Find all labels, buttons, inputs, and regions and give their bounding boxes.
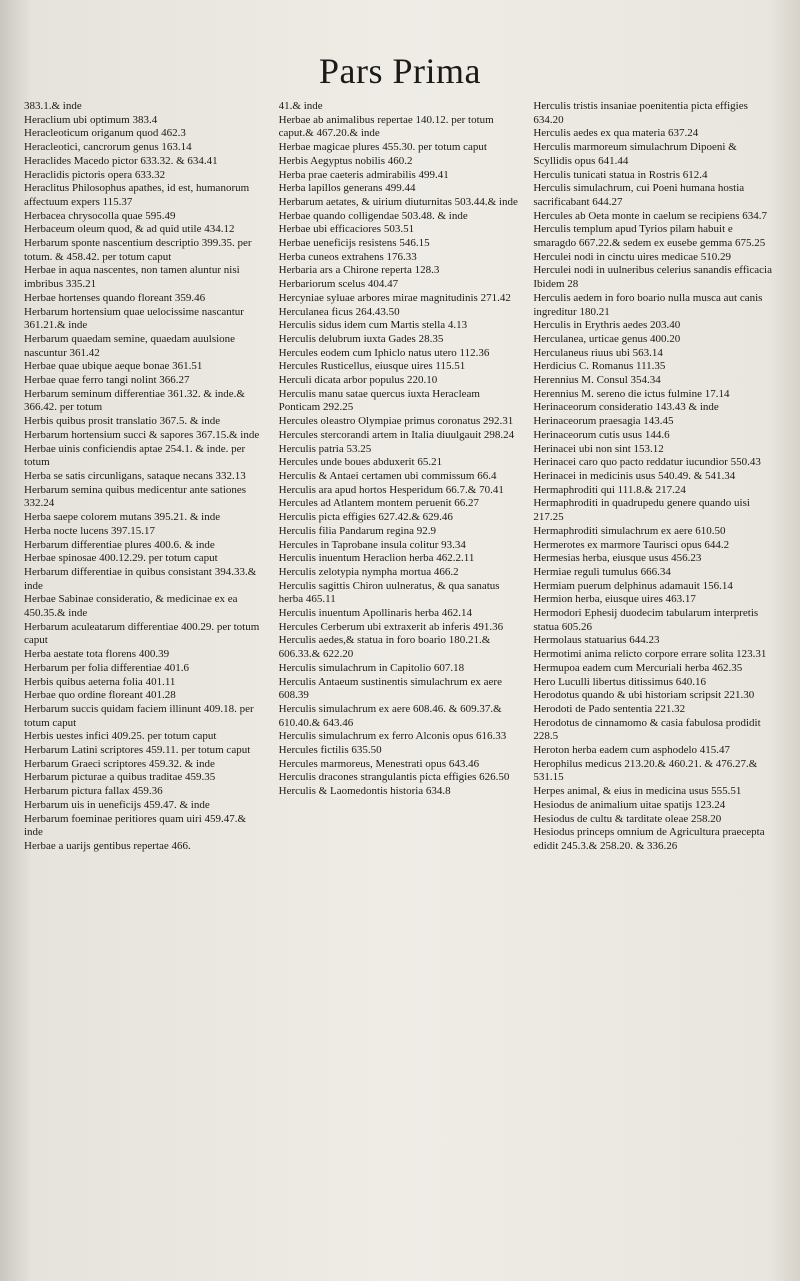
index-entry: Herculis aedes,& statua in foro boario 180.21.& 606.33.& 622.20 <box>278 634 491 661</box>
index-entry: Hermolaus statuarius 644.23 <box>533 634 660 647</box>
index-entry: Hermupoa eadem cum Mercuriali herba 462.35 <box>533 661 743 674</box>
index-entry: Herbarum foeminae peritiores quam uiri 459.47.& inde <box>24 812 247 839</box>
index-entry: Herdicius C. Romanus 111.35 <box>533 360 666 373</box>
index-entry: Herbarum differentiae in quibus consistant 394.33.& inde <box>24 565 257 592</box>
index-entry: Herculis aedes ex qua materia 637.24 <box>533 127 699 140</box>
index-entry: Herinacei caro quo pacto reddatur iucundior 550.43 <box>533 456 761 469</box>
index-entry: Hesiodus de cultu & tarditate oleae 258.20 <box>533 812 722 825</box>
index-entry: Hermiae reguli tumulus 666.34 <box>533 565 671 578</box>
index-entry: Hermesias herba, eiusque usus 456.23 <box>533 552 702 565</box>
index-entry: Herba se satis circunligans, sataque necans 332.13 <box>24 469 246 482</box>
index-columns <box>24 100 776 1270</box>
index-entry: Hercules oleastro Olympiae primus coronatus 292.31 <box>278 415 514 428</box>
index-entry: 383.1.& inde <box>24 100 82 112</box>
index-entry: Herculis & Laomedontis historia 634.8 <box>278 785 451 798</box>
index-entry: Herbarum Latini scriptores 459.11. per totum caput <box>24 744 251 757</box>
index-entry: Herba cuneos extrahens 176.33 <box>278 250 417 263</box>
index-entry: Herculei nodi in cinctu uires medicae 510.29 <box>533 250 731 263</box>
index-entry: Herodoti de Pado sententia 221.32 <box>533 702 686 715</box>
index-entry: Herculis inuentum Apollinaris herba 462.14 <box>278 607 473 620</box>
index-entry: Herbarum seminum differentiae 361.32. & inde.& 366.42. per totum <box>24 387 245 414</box>
index-entry: Hermion herba, eiusque uires 463.17 <box>533 593 696 606</box>
index-entry: Herbae hortenses quando floreant 359.46 <box>24 291 206 304</box>
index-entry: Herbaria ars a Chirone reperta 128.3 <box>278 264 440 277</box>
index-entry: Herennius M. Consul 354.34 <box>533 374 661 387</box>
index-entry: Herbae ab animalibus repertae 140.12. per totum caput.& 467.20.& inde <box>278 113 494 140</box>
index-entry: Herbarum aetates, & uirium diuturnitas 503.44.& inde <box>278 195 518 208</box>
index-entry: Hercules ad Atlantem montem peruenit 66.27 <box>278 497 480 510</box>
index-entry: Herculis & Antaei certamen ubi commissum 66.4 <box>278 469 497 482</box>
index-entry: Herbae spinosae 400.12.29. per totum caput <box>24 552 218 565</box>
index-entry: Hercules unde boues abduxerit 65.21 <box>278 456 443 469</box>
index-entry: Hermaphroditi qui 111.8.& 217.24 <box>533 483 686 496</box>
index-entry: Herbarum hortensium quae uelocissime nascantur 361.21.& inde <box>24 305 244 332</box>
index-entry: Herbarum succis quidam faciem illinunt 409.18. per totum caput <box>24 702 254 729</box>
index-entry: Herba lapillos generans 499.44 <box>278 182 416 195</box>
index-entry: Herculis simulachrum, cui Poeni humana hostia sacrificabant 644.27 <box>533 182 745 208</box>
index-entry: Herculis simulachrum ex aere 608.46. & 609.37.& 610.40.& 643.46 <box>278 702 502 729</box>
index-entry: Hercules Cerberum ubi extraxerit ab inferis 491.36 <box>278 620 504 633</box>
index-entry: Herbae magicae plures 455.30. per totum caput <box>278 141 487 154</box>
index-entry: Herbae ueneficijs resistens 546.15 <box>278 237 430 250</box>
index-entry: Herculis tristis insaniae poenitentia picta effigies 634.20 <box>533 100 748 126</box>
index-entry: Herculis delubrum iuxta Gades 28.35 <box>278 332 444 345</box>
index-entry: Herculis picta effigies 627.42.& 629.46 <box>278 511 453 524</box>
index-entry: Herculanea, urticae genus 400.20 <box>533 332 681 345</box>
index-entry: Hermiam puerum delphinus adamauit 156.14 <box>533 579 733 592</box>
index-entry: Hercyniae syluae arbores mirae magnitudinis 271.42 <box>278 291 511 304</box>
index-entry: Herculis inuentum Heraclion herba 462.2.11 <box>278 552 475 565</box>
index-entry: Herpes animal, & eius in medicina usus 555.51 <box>533 785 742 798</box>
index-entry: Herculis simulachrum ex ferro Alconis opus 616.33 <box>278 730 507 743</box>
index-entry: 41.& inde <box>278 100 323 112</box>
index-entry: Herbarum per folia differentiae 401.6 <box>24 661 190 674</box>
index-entry: Hercules in Taprobane insula colitur 93.34 <box>278 538 466 551</box>
index-entry: Herculis templum apud Tyrios pilam habuit e smaragdo 667.22.& sedem ex eusebe gemma 675.25 <box>533 223 766 250</box>
index-entry: Hercules Rusticellus, eiusque uires 115.51 <box>278 360 466 373</box>
index-entry: Herbarum differentiae plures 400.6. & inde <box>24 538 215 551</box>
index-entry: Herbarum quaedam semine, quaedam auulsione nascuntur 361.42 <box>24 332 236 359</box>
index-entry: Herculaneus riuus ubi 563.14 <box>533 346 663 359</box>
index-entry: Herba aestate tota florens 400.39 <box>24 648 170 661</box>
index-entry: Herbarum sponte nascentium descriptio 399.35. per totum. & 458.42. per totum caput <box>24 237 252 263</box>
index-entry: Hesiodus princeps omnium de Agricultura praecepta edidit 245.3.& 258.20. & 336.26 <box>533 826 765 852</box>
index-entry: Herculi dicata arbor populus 220.10 <box>278 374 438 387</box>
index-entry: Herbae quo ordine floreant 401.28 <box>24 689 176 702</box>
index-column-2 <box>279 100 522 1270</box>
index-entry: Herbarum aculeatarum differentiae 400.29. per totum caput <box>24 620 260 647</box>
index-entry: Hero Luculli libertus ditissimus 640.16 <box>533 675 706 688</box>
index-entry: Herbaceum oleum quod, & ad quid utile 434.12 <box>24 223 235 236</box>
index-entry: Herculis ara apud hortos Hesperidum 66.7.& 70.41 <box>278 483 504 496</box>
index-entry: Herba nocte lucens 397.15.17 <box>24 524 156 537</box>
index-entry: Hermodori Ephesij duodecim tabularum interpretis statua 605.26 <box>533 607 759 633</box>
index-entry: Hercules ab Oeta monte in caelum se recipiens 634.7 <box>533 209 768 222</box>
index-entry: Herculis dracones strangulantis picta effigies 626.50 <box>278 771 510 784</box>
index-entry: Hermerotes ex marmore Taurisci opus 644.2 <box>533 538 730 551</box>
index-entry: Herculis patria 53.25 <box>278 442 372 455</box>
index-entry: Herculis marmoreum simulachrum Dipoeni & Scyllidis opus 641.44 <box>533 141 737 167</box>
index-entry: Herbae quando colligendae 503.48. & inde <box>278 209 468 222</box>
index-entry: Herbae ubi efficaciores 503.51 <box>278 223 415 236</box>
index-entry: Hermotimi anima relicto corpore errare solita 123.31 <box>533 648 767 661</box>
index-entry: Herculis tunicati statua in Rostris 612.4 <box>533 168 708 181</box>
index-entry: Herbis Aegyptus nobilis 460.2 <box>278 154 413 167</box>
index-entry: Herbarum picturae a quibus traditae 459.35 <box>24 771 216 784</box>
index-entry: Hercules marmoreus, Menestrati opus 643.46 <box>278 757 480 770</box>
index-entry: Herbariorum scelus 404.47 <box>278 278 399 291</box>
index-entry: Herodotus de cinnamomo & casia fabulosa prodidit 228.5 <box>533 716 761 743</box>
index-entry: Hesiodus de animalium uitae spatijs 123.24 <box>533 798 726 811</box>
page-header <box>0 50 800 92</box>
index-entry: Herculis Antaeum sustinentis simulachrum ex aere 608.39 <box>278 675 502 702</box>
index-entry: Herbis quibus prosit translatio 367.5. & inde <box>24 415 221 428</box>
index-entry: Herbarum semina quibus medicentur ante sationes 332.24 <box>24 483 247 510</box>
index-entry: Herbae quae ferro tangi nolint 366.27 <box>24 374 190 387</box>
index-entry: Herbacea chrysocolla quae 595.49 <box>24 209 176 222</box>
index-entry: Hercules eodem cum Iphiclo natus utero 112.36 <box>278 346 490 359</box>
index-entry: Herbae in aqua nascentes, non tamen aluntur nisi imbribus 335.21 <box>24 264 240 291</box>
index-entry: Herculis sidus idem cum Martis stella 4.13 <box>278 319 468 332</box>
index-entry: Heraclitus Philosophus apathes, id est, humanorum affectuum expers 115.37 <box>24 182 250 208</box>
index-entry: Herculis sagittis Chiron uulneratus, & qua sanatus herba 465.11 <box>278 579 500 606</box>
index-entry: Heroton herba eadem cum asphodelo 415.47 <box>533 744 731 757</box>
index-entry: Herculis in Erythris aedes 203.40 <box>533 319 681 332</box>
index-entry: Heraclium ubi optimum 383.4 <box>24 113 158 126</box>
index-entry: Herba saepe colorem mutans 395.21. & inde <box>24 511 221 524</box>
index-entry: Herbis uestes infici 409.25. per totum caput <box>24 730 217 743</box>
index-entry: Herbae a uarijs gentibus repertae 466. <box>24 839 191 852</box>
index-entry: Herculis zelotypia nympha mortua 466.2 <box>278 565 459 578</box>
index-entry: Heraclides Macedo pictor 633.32. & 634.41 <box>24 154 218 167</box>
index-entry: Herinaceorum cutis usus 144.6 <box>533 428 670 441</box>
index-entry: Herbarum hortensium succi & sapores 367.15.& inde <box>24 428 260 441</box>
index-entry: Hercules stercorandi artem in Italia diuulgauit 298.24 <box>278 428 515 441</box>
index-entry: Herbarum uis in ueneficijs 459.47. & inde <box>24 798 210 811</box>
page-title: Pars Prima <box>319 51 481 91</box>
index-entry: Herculis simulachrum in Capitolio 607.18 <box>278 661 465 674</box>
index-entry: Hermaphroditi simulachrum ex aere 610.50 <box>533 524 726 537</box>
index-entry: Herculis manu satae quercus iuxta Heracleam Ponticam 292.25 <box>278 387 480 414</box>
index-entry: Herculis filia Pandarum regina 92.9 <box>278 524 436 537</box>
index-entry: Herophilus medicus 213.20.& 460.21. & 476.27.& 531.15 <box>533 757 758 784</box>
index-entry: Herinaceorum praesagia 143.45 <box>533 415 674 428</box>
index-entry: Herodotus quando & ubi historiam scripsit 221.30 <box>533 689 755 702</box>
index-entry: Herculis aedem in foro boario nulla musca aut canis ingreditur 180.21 <box>533 291 763 318</box>
index-entry: Herinacei in medicinis usus 540.49. & 541.34 <box>533 469 736 482</box>
index-column-3 <box>533 100 776 1270</box>
index-entry: Herbae uinis conficiendis aptae 254.1. & inde. per totum <box>24 442 246 469</box>
index-entry: Hercules fictilis 635.50 <box>278 744 382 757</box>
index-entry: Hermaphroditi in quadrupedu genere quando uisi 217.25 <box>533 497 750 524</box>
index-entry: Herennius M. sereno die ictus fulmine 17.14 <box>533 387 730 400</box>
index-entry: Herbae quae ubique aeque bonae 361.51 <box>24 360 203 373</box>
index-entry: Herbarum pictura fallax 459.36 <box>24 785 163 798</box>
index-entry: Herbae Sabinae consideratio, & medicinae ex ea 450.35.& inde <box>24 593 238 620</box>
index-entry: Herbarum Graeci scriptores 459.32. & inde <box>24 757 215 770</box>
index-entry: Heracleotici, cancrorum genus 163.14 <box>24 141 192 154</box>
index-entry: Herculei nodi in uulneribus celerius sanandis efficacia Ibidem 28 <box>533 264 772 291</box>
index-entry: Heracleoticum origanum quod 462.3 <box>24 127 186 140</box>
index-column-1 <box>24 100 267 1270</box>
index-entry: Herbis quibus aeterna folia 401.11 <box>24 675 176 688</box>
index-entry: Herculanea ficus 264.43.50 <box>278 305 400 318</box>
index-entry: Herinacei ubi non sint 153.12 <box>533 442 664 455</box>
index-entry: Herba prae caeteris admirabilis 499.41 <box>278 168 449 181</box>
index-entry: Heraclidis pictoris opera 633.32 <box>24 168 166 181</box>
index-entry: Herinaceorum consideratio 143.43 & inde <box>533 401 719 414</box>
